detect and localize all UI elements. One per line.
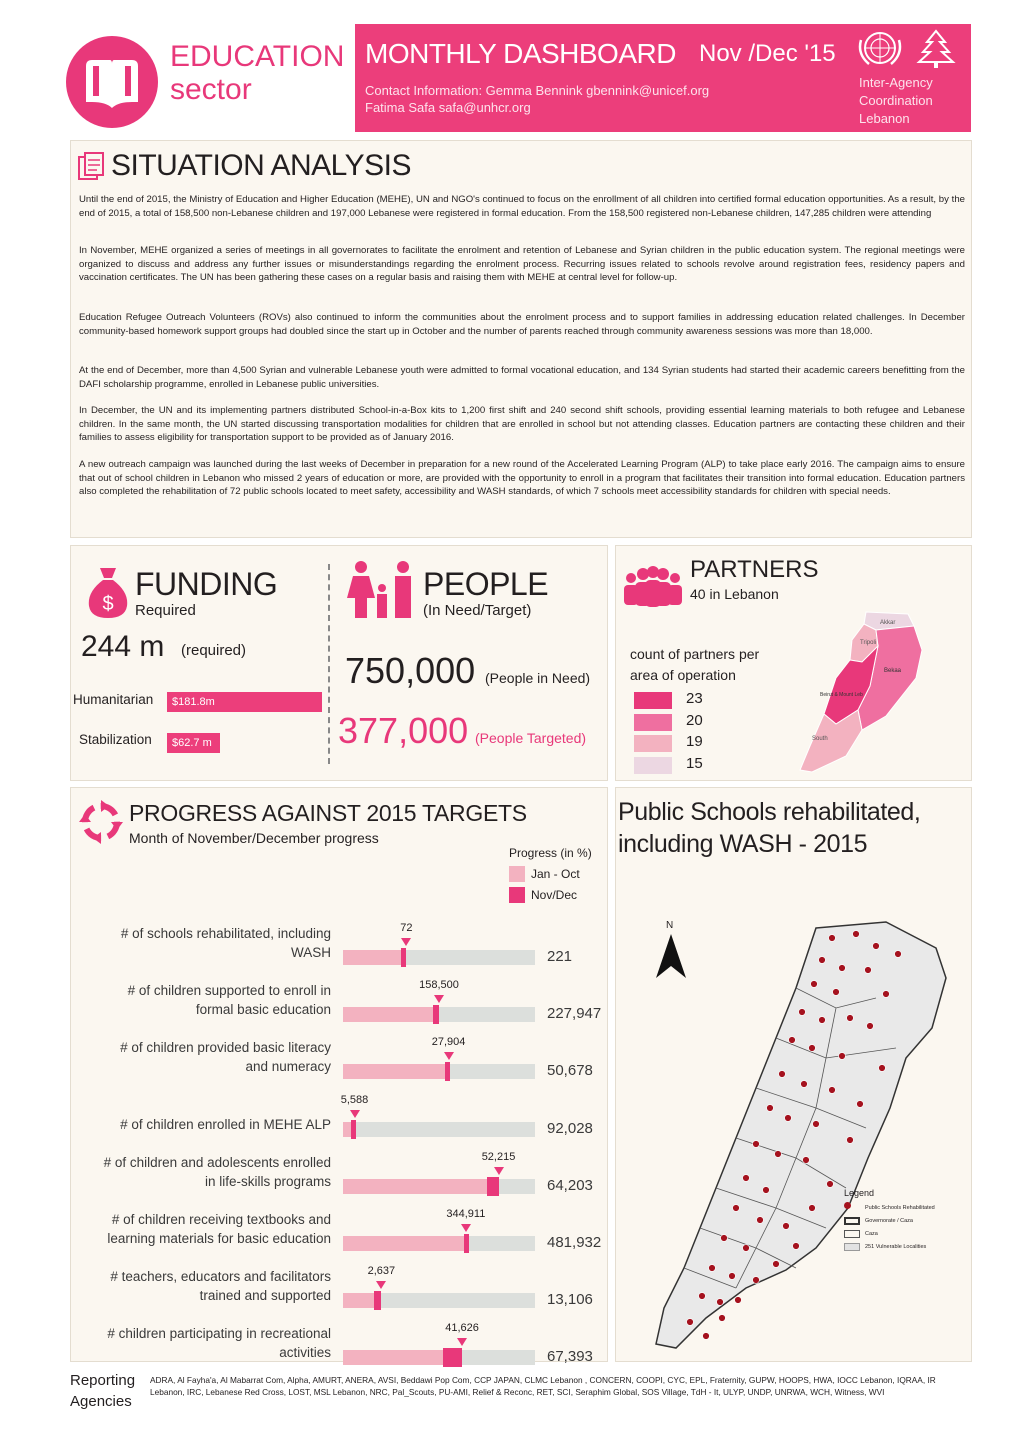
school-dot	[779, 1071, 786, 1078]
stabilization-label: Stabilization	[79, 732, 152, 747]
school-dot	[785, 1115, 792, 1122]
indicator-value: 2,637	[367, 1265, 396, 1278]
partners-legend-value: 15	[686, 754, 703, 772]
indicator-jan-oct-bar	[343, 1122, 351, 1137]
header-banner	[355, 24, 971, 132]
indicator-label-line1: # children participating in recreational	[107, 1326, 331, 1342]
indicator-nov-dec-bar	[351, 1120, 356, 1139]
school-dot	[753, 1141, 760, 1148]
school-dot	[827, 1181, 834, 1188]
school-dot	[743, 1245, 750, 1252]
sector-line2: sector	[170, 73, 252, 106]
map-legend	[844, 1202, 935, 1254]
indicator-value: 158,500	[419, 979, 459, 992]
school-dot	[853, 931, 860, 938]
schools-lebanon-map	[636, 908, 956, 1358]
indicator-target: 481,932	[547, 1234, 602, 1251]
legend-label-nov-dec: Nov/Dec	[531, 888, 578, 902]
map-legend-title: Legend	[844, 1188, 875, 1198]
stabilization-bar	[167, 733, 220, 753]
indicator-marker	[461, 1224, 471, 1232]
indicator-jan-oct-bar	[343, 1179, 487, 1194]
indicator-marker	[494, 1167, 504, 1175]
school-dot	[873, 943, 880, 950]
map-legend-item: 251 Vulnerable Localities	[844, 1241, 935, 1254]
school-dot	[757, 1217, 764, 1224]
school-dot	[867, 1023, 874, 1030]
indicator-marker	[350, 1110, 360, 1118]
indicator-nov-dec-bar	[443, 1348, 462, 1367]
partners-legend-value: 19	[686, 733, 703, 750]
situation-analysis-panel	[70, 140, 972, 538]
school-dot	[733, 1205, 740, 1212]
situation-paragraph: Until the end of 2015, the Ministry of Education and Higher Education (MEHE), UN and NGO's continued to focus on the enrollment of all children into certified formal education opportunities. As a result, by the end of 2015, a total of 158,500 non-Lebanese children and 197,000 Lebanese were registered in formal education. From the 158,500 registered non-Lebanese children, 147,285 children were attending	[79, 194, 965, 219]
school-dot	[847, 1015, 854, 1022]
indicator-target: 221	[547, 948, 573, 965]
indicator-jan-oct-bar	[343, 1350, 443, 1365]
reporting-agencies-list: ADRA, Al Fayha'a, Al Mabarrat Com, Alpha, AMURT, ANERA, AVSI, Beddawi Pop Com, CCP JAPAN, CLMC Lebanon , CONCERN, COOPI, CYC, EPL, Fraternity, GUPW, HOOPS, HWA, IOCC Lebanon, IQRAA, IR Lebanon, IRC, Lebanese Red Cross, LOST, MSL Lebanon, NRC, Pal_Scouts, PU-AMI, Relief & Reconc, RET, SCI, Seraphim Global, SOS Village, TdH - It, ULYP, UNDP, UNRWA, WCH, Witness, WVI	[150, 1375, 936, 1397]
legend-title-line2: area of operation	[630, 667, 736, 683]
school-dot	[813, 1121, 820, 1128]
progress-subtitle: Month of November/December progress	[129, 830, 379, 846]
indicator-label-line2: activities	[279, 1345, 331, 1361]
partners-legend-value: 20	[686, 711, 703, 729]
reporting-agencies-label: Reporting Agencies	[70, 1372, 136, 1410]
sector-line1: EDUCATION	[170, 40, 345, 73]
org-line1: Inter-Agency	[859, 75, 933, 90]
people-targeted-value: 377,000	[338, 710, 469, 751]
indicator-jan-oct-bar	[343, 1293, 374, 1308]
legend-label-jan-oct: Jan - Oct	[531, 867, 580, 881]
school-dot	[687, 1319, 694, 1326]
book-icon	[66, 36, 158, 128]
indicator-target: 13,106	[547, 1291, 593, 1309]
school-dot	[789, 1037, 796, 1044]
indicator-label	[71, 981, 331, 1019]
partners-legend-title	[630, 644, 759, 686]
indicator-marker	[376, 1281, 386, 1289]
partners-title: PARTNERS	[690, 556, 819, 583]
school-dot	[833, 989, 840, 996]
schools-title-line2: including WASH - 2015	[618, 830, 868, 858]
map-label-akkar: Akkar	[880, 620, 896, 626]
school-dot	[865, 967, 872, 974]
partners-legend-value: 23	[686, 690, 703, 707]
school-dot	[775, 1151, 782, 1158]
org-line3: Lebanon	[859, 111, 910, 126]
school-dot	[819, 957, 826, 964]
schools-map-title	[618, 796, 920, 860]
indicator-label-line2: trained and supported	[199, 1288, 331, 1304]
indicator-value: 41,626	[445, 1322, 479, 1335]
partners-panel	[615, 545, 972, 781]
indicator-label-line2: formal basic education	[195, 1002, 331, 1018]
school-dot	[839, 1053, 846, 1060]
indicator-label	[71, 1038, 331, 1076]
situation-paragraph: At the end of December, more than 4,500 Syrian and vulnerable Lebanese youth were admitted to formal vocational education, and 134 Syrian students had started their academic careers benefitting from the DAFI scholarship programme, enrolled in Lebanese public universities.	[79, 365, 965, 390]
indicator-marker	[444, 1052, 454, 1060]
situation-paragraph: In November, MEHE organized a series of meetings in all governorates to facilitate the enrolment and retention of Lebanese and Syrian children in the public education system. The regional meetings were organized to discuss and address any further issues or misunderstandings regarding the enrolment process. Recurring issues related to schools revolve around registration fees, residency papers and vaccination certificates. The UN has been gathering these cases on a regular basis and raising them with MEHE at central level for follow-up.	[79, 245, 965, 284]
un-emblem-icon	[855, 28, 905, 70]
indicator-label-line2: WASH	[291, 945, 331, 960]
school-dot	[799, 1009, 806, 1016]
indicator-target-bar	[343, 1122, 535, 1137]
people-family-icon	[347, 560, 417, 620]
situation-paragraph: In December, the UN and its implementing partners distributed School-in-a-Box kits to 1,200 first shift and 240 second shift schools, providing essential learning materials to both refugee and Lebanese children. In the same month, the UN started discussing transportation modalities for children that are enrolled in school but not attending classes. Education partners are contacting these children and their families to assess eligibility for transportation support to be provided as of January 2016.	[79, 405, 965, 444]
indicator-label	[71, 1210, 331, 1248]
indicator-label	[71, 1267, 331, 1305]
situation-paragraph: A new outreach campaign was launched during the last weeks of December in preparation for a new round of the Accelerated Learning Program (ALP) to take place early 2016. The campaign aims to ensure that out of school children in Lebanon who missed 2 years of education or more, are provided with the opportunity to enroll in a program that facilitates their transition into formal education. Education partners also completed the rehabilitation of 72 public schools located to meet safety, accessibility and WASH standards, of which 7 schools meet accessibility standards for children with special needs.	[79, 459, 965, 498]
school-dot	[783, 1223, 790, 1230]
school-dot	[743, 1175, 750, 1182]
indicator-label-line1	[71, 1096, 331, 1115]
school-dot	[703, 1333, 710, 1340]
map-legend-item: Public Schools Rehabilitated	[844, 1202, 935, 1215]
funding-people-panel	[70, 545, 608, 781]
document-icon	[77, 151, 105, 181]
indicator-target: 227,947	[547, 1005, 602, 1023]
indicator-label-line2: and numeracy	[245, 1059, 331, 1075]
funding-subtitle: Required	[135, 602, 196, 619]
school-dot	[735, 1297, 742, 1304]
humanitarian-value: $181.8m	[172, 696, 215, 708]
school-dot	[883, 991, 890, 998]
org-name	[859, 74, 933, 128]
people-in-need-value: 750,000	[345, 650, 476, 691]
school-dot-icon	[844, 1202, 851, 1209]
school-dot	[801, 1081, 808, 1088]
people-title: PEOPLE	[423, 566, 549, 602]
indicator-value: 27,904	[431, 1036, 466, 1049]
cycle-arrows-icon	[77, 798, 125, 846]
school-dot	[719, 1315, 726, 1322]
funding-amount: 244 m	[81, 630, 165, 663]
school-dot	[811, 981, 818, 988]
humanitarian-bar	[167, 692, 322, 712]
school-dot	[829, 935, 836, 942]
north-label: N	[666, 920, 674, 931]
indicator-jan-oct-bar	[343, 1236, 464, 1251]
progress-title: PROGRESS AGAINST 2015 TARGETS	[129, 800, 527, 826]
indicator-marker	[434, 995, 444, 1003]
partners-group-icon	[622, 566, 684, 608]
school-dot	[803, 1157, 810, 1164]
situation-title: SITUATION ANALYSIS	[111, 149, 411, 182]
school-dot	[767, 1105, 774, 1112]
indicator-value: 52,215	[481, 1150, 516, 1163]
indicator-label-line1: # teachers, educators and facilitators	[110, 1269, 331, 1285]
indicator-label	[71, 1324, 331, 1362]
indicator-label	[71, 924, 331, 962]
indicator-value: 344,911	[446, 1208, 486, 1220]
indicator-nov-dec-bar	[487, 1177, 499, 1196]
indicator-value: 72	[400, 922, 413, 934]
school-dot	[753, 1277, 760, 1284]
indicator-label-line2: in life-skills programs	[204, 1173, 331, 1189]
map-label-tripoli: Tripoli	[860, 640, 877, 646]
indicator-label	[71, 1153, 331, 1191]
stabilization-value: $62.7 m	[172, 737, 212, 749]
school-dot	[809, 1045, 816, 1052]
partners-legend-swatch	[634, 757, 672, 774]
progress-panel	[70, 787, 608, 1366]
dashboard-date: Nov /Dec '15	[699, 40, 836, 67]
contact-line1: Contact Information: Gemma Bennink gbennink@unicef.org	[365, 83, 710, 98]
indicator-value: 5,588	[340, 1093, 369, 1106]
partners-legend-swatch	[634, 714, 672, 731]
situation-paragraph: Education Refugee Outreach Volunteers (ROVs) also continued to inform the communities about the enrolment process and to support families in addressing education related challenges. In December community-based homework support groups had doubled since the start up in October and the number of parents reached through community awareness sessions was more than 18,000.	[79, 312, 965, 337]
people-subtitle: (In Need/Target)	[423, 602, 532, 619]
indicator-target: 64,203	[547, 1176, 593, 1194]
progress-legend-title: Progress (in %)	[509, 846, 592, 860]
indicator-label-line1: # of children provided basic literacy	[120, 1040, 331, 1056]
school-dot	[773, 1261, 780, 1268]
school-dot	[763, 1187, 770, 1194]
school-dot	[717, 1299, 724, 1306]
school-dot	[809, 1205, 816, 1212]
indicator-label-line1: # of schools rehabilitated, including	[120, 926, 331, 941]
indicator-label-line1: # of children supported to enroll in	[127, 983, 331, 999]
humanitarian-label: Humanitarian	[73, 692, 154, 707]
indicator-target: 67,393	[547, 1348, 593, 1366]
map-label-bekaa: Bekaa	[884, 668, 902, 674]
schools-map-panel	[615, 787, 972, 1362]
school-dot	[895, 951, 902, 958]
indicator-jan-oct-bar	[343, 1007, 433, 1022]
partners-subtitle: 40 in Lebanon	[690, 586, 779, 602]
people-in-need-label: (People in Need)	[485, 670, 591, 686]
education-logo	[66, 36, 158, 128]
school-dot	[699, 1293, 706, 1300]
school-dot	[721, 1235, 728, 1242]
map-legend-item: Caza	[844, 1228, 935, 1241]
school-dot	[857, 1101, 864, 1108]
map-legend-item: Governorate / Caza	[844, 1215, 935, 1228]
sector-name	[170, 40, 344, 106]
map-label-beirut: Beirut & Mount Leb	[820, 692, 863, 698]
school-dot	[729, 1273, 736, 1280]
indicator-label-line1: # of children and adolescents enrolled	[103, 1154, 331, 1170]
indicator-nov-dec-bar	[433, 1005, 439, 1024]
school-dot	[819, 1017, 826, 1024]
partners-legend-swatch	[634, 692, 672, 709]
funding-amount-note: (required)	[181, 642, 247, 659]
indicator-label	[71, 1096, 331, 1134]
indicator-jan-oct-bar	[343, 1064, 445, 1079]
partners-lebanon-map	[766, 606, 936, 776]
money-bag-icon	[85, 564, 131, 620]
map-label-south: South	[812, 736, 828, 742]
indicator-target: 92,028	[547, 1119, 593, 1137]
indicator-marker	[457, 1338, 467, 1346]
school-dot	[709, 1265, 716, 1272]
partners-legend-swatch	[634, 735, 672, 752]
indicator-label-line2: learning materials for basic education	[107, 1231, 331, 1246]
contact-info	[365, 82, 709, 116]
indicator-target: 50,678	[547, 1062, 593, 1080]
indicator-nov-dec-bar	[401, 948, 407, 967]
indicator-nov-dec-bar	[374, 1291, 382, 1310]
school-dot	[847, 1137, 854, 1144]
indicator-jan-oct-bar	[343, 950, 401, 965]
indicator-label-line2: # of children enrolled in MEHE ALP	[120, 1116, 331, 1132]
school-dot	[879, 1065, 886, 1072]
indicator-nov-dec-bar	[445, 1062, 450, 1081]
school-dot	[793, 1243, 800, 1250]
people-targeted-label: (People Targeted)	[475, 730, 587, 746]
contact-line2: Fatima Safa safa@unhcr.org	[365, 100, 531, 115]
indicator-label-line1: # of children receiving textbooks and	[111, 1212, 331, 1227]
svg-text:$: $	[102, 593, 114, 615]
legend-swatch-jan-oct	[509, 866, 525, 882]
schools-title-line1: Public Schools rehabilitated,	[618, 798, 921, 826]
legend-title-line1: count of partners per	[630, 646, 760, 662]
school-dot	[839, 965, 846, 972]
divider	[328, 564, 330, 764]
indicator-marker	[401, 938, 411, 946]
dashboard-title: MONTHLY DASHBOARD	[365, 38, 676, 69]
map-region-south	[800, 710, 862, 772]
school-dot	[829, 1087, 836, 1094]
org-line2: Coordination	[859, 93, 933, 108]
legend-swatch-nov-dec	[509, 887, 525, 903]
cedar-icon	[915, 28, 957, 70]
indicator-nov-dec-bar	[464, 1234, 469, 1253]
funding-title: FUNDING	[135, 566, 278, 602]
